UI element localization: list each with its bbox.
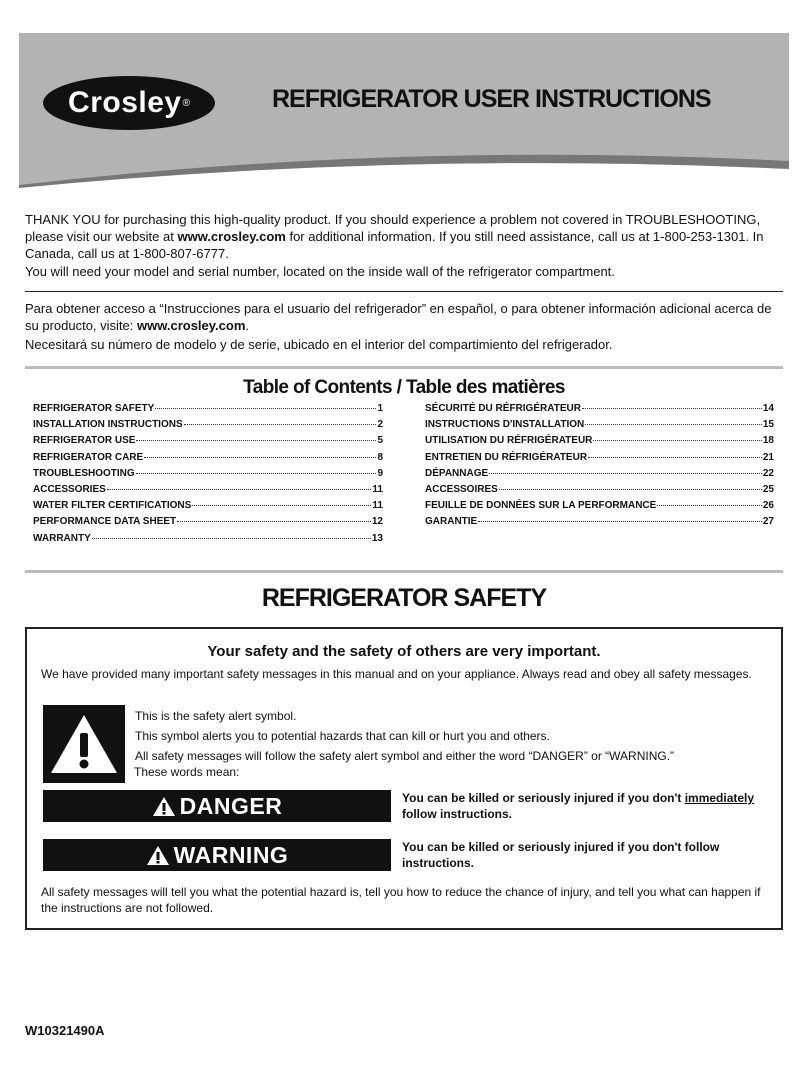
intro-text-a: THANK YOU for purchasing this high-quality product. If you should experience a problem not covered in TROUBLESHOOTING, please visit our website at <box>25 212 761 244</box>
safety-footer: All safety messages will tell you what the potential hazard is, tell you how to reduce the chance of injury, and tell you what can happen if the instructions are not followed. <box>41 885 761 915</box>
toc-entry-page: 22 <box>762 467 774 479</box>
toc-entry[interactable] <box>33 484 383 500</box>
toc-entry[interactable] <box>425 468 774 484</box>
toc-entry-label: ENTRETIEN DU RÉFRIGÉRATEUR <box>425 451 588 463</box>
toc-leader-dots <box>588 457 762 458</box>
toc-entry-page: 18 <box>762 435 774 447</box>
toc-leader-dots <box>144 457 376 458</box>
warning-alert-icon <box>146 845 170 866</box>
toc-leader-dots <box>155 408 376 409</box>
toc-entry[interactable] <box>425 500 774 516</box>
intro-paragraph <box>25 211 785 262</box>
toc-entry-page: 8 <box>377 451 383 463</box>
toc-entry-page: 26 <box>762 500 774 512</box>
gray-divider <box>25 366 783 369</box>
toc-entry-label: UTILISATION DU RÉFRIGÉRATEUR <box>425 435 593 447</box>
toc-leader-dots <box>177 521 371 522</box>
safety-box <box>25 627 783 930</box>
toc-entry-label: WATER FILTER CERTIFICATIONS <box>33 500 192 512</box>
toc-entry-label: DÉPANNAGE <box>425 467 489 479</box>
warning-signal-bar <box>43 839 391 871</box>
toc-entry-page: 13 <box>371 532 383 544</box>
toc-entry-page: 11 <box>372 500 383 512</box>
toc-entry-label: ACCESSORIES <box>33 483 106 495</box>
section-title: REFRIGERATOR SAFETY <box>261 584 547 612</box>
toc-leader-dots <box>136 440 376 441</box>
toc-leader-dots <box>585 424 762 425</box>
toc-entry[interactable] <box>33 516 383 532</box>
toc-entry-label: PERFORMANCE DATA SHEET <box>33 516 177 528</box>
toc-entry[interactable] <box>425 516 774 532</box>
toc-entry[interactable] <box>33 500 383 516</box>
toc-entry-page: 2 <box>377 419 383 431</box>
warning-label: WARNING <box>173 841 289 868</box>
toc-leader-dots <box>478 521 762 522</box>
toc-entry[interactable] <box>425 452 774 468</box>
gray-divider <box>25 570 783 573</box>
toc-entry[interactable] <box>425 403 774 419</box>
crosley-logo <box>43 76 215 130</box>
toc-leader-dots <box>582 408 762 409</box>
danger-msg-emphasis: immediately <box>684 791 755 805</box>
danger-signal-bar <box>43 790 391 822</box>
logo-text: Crosley <box>68 86 182 119</box>
toc-entry[interactable] <box>33 435 383 451</box>
document-number: W10321490A <box>25 1023 105 1038</box>
divider <box>25 291 783 292</box>
symbol-line-4: These words mean: <box>134 765 240 779</box>
spanish-text-b: . <box>245 318 249 333</box>
toc-right-column <box>425 403 774 533</box>
logo-registered-mark: ® <box>182 97 190 109</box>
toc-entry[interactable] <box>425 419 774 435</box>
toc-entry-page: 15 <box>762 419 774 431</box>
spanish-model-note: Necesitará su número de modelo y de serie, ubicado en el interior del compartimiento del refrigerador. <box>25 337 613 352</box>
toc-title: Table of Contents / Table des matières <box>243 377 565 398</box>
toc-leader-dots <box>192 505 371 506</box>
warning-message: You can be killed or seriously injured if you don't follow instructions. <box>402 840 720 870</box>
toc-entry-label: ACCESSOIRES <box>425 483 498 495</box>
toc-entry-label: SÉCURITÉ DU RÉFRIGÉRATEUR <box>425 403 581 414</box>
danger-label: DANGER <box>179 792 283 819</box>
danger-msg-b: follow instructions. <box>402 807 512 821</box>
toc-entry[interactable] <box>425 435 774 451</box>
toc-leader-dots <box>499 489 762 490</box>
toc-entry-label: REFRIGERATOR SAFETY <box>33 403 155 414</box>
toc-entry-label: INSTALLATION INSTRUCTIONS <box>33 419 183 431</box>
toc-entry-page: 21 <box>762 451 774 463</box>
toc-leader-dots <box>107 489 372 490</box>
toc-entry-page: 14 <box>762 403 774 414</box>
toc-entry-label: GARANTIE <box>425 516 478 528</box>
safety-intro: We have provided many important safety messages in this manual and on your appliance. Always read and obey all safety messages. <box>41 667 752 681</box>
toc-entry-label: FEUILLE DE DONNÉES SUR LA PERFORMANCE <box>425 500 657 512</box>
model-serial-note: You will need your model and serial number, located on the inside wall of the refrigerator compartment. <box>25 264 615 279</box>
toc-leader-dots <box>489 473 762 474</box>
toc-leader-dots <box>593 440 761 441</box>
symbol-line-3: All safety messages will follow the safety alert symbol and either the word “DANGER” or “WARNING.” <box>135 749 675 763</box>
toc-entry[interactable] <box>33 403 383 419</box>
toc-entry-page: 9 <box>377 467 383 479</box>
intro-text-b: for additional information. If you still need assistance, call us at 1-800-253-1301. In Canada, call us at 1-800-807-6777. <box>25 229 764 261</box>
toc-entry-page: 27 <box>762 516 774 528</box>
safety-heading: Your safety and the safety of others are very important. <box>207 643 601 660</box>
symbol-line-2: This symbol alerts you to potential hazards that can kill or hurt you and others. <box>135 729 550 743</box>
toc-entry-page: 11 <box>372 483 383 495</box>
toc-entry[interactable] <box>425 484 774 500</box>
toc-entry-label: INSTRUCTIONS D'INSTALLATION <box>425 419 585 431</box>
toc-leader-dots <box>184 424 377 425</box>
spanish-text-a: Para obtener acceso a “Instrucciones para el usuario del refrigerador” en español, o para obtener información adicional acerca de su producto, visite: <box>25 301 772 333</box>
toc-entry-label: REFRIGERATOR USE <box>33 435 136 447</box>
header-banner <box>19 33 789 190</box>
toc-entry[interactable] <box>33 533 383 549</box>
toc-entry-page: 25 <box>762 483 774 495</box>
toc-entry-page: 1 <box>377 403 383 414</box>
toc-leader-dots <box>92 538 371 539</box>
toc-leader-dots <box>657 505 762 506</box>
danger-msg-a: You can be killed or seriously injured if you don't <box>402 791 685 805</box>
toc-entry-label: TROUBLESHOOTING <box>33 467 135 479</box>
danger-alert-icon <box>152 796 176 817</box>
spanish-paragraph <box>25 300 785 334</box>
symbol-line-1: This is the safety alert symbol. <box>135 709 297 723</box>
toc-entry[interactable] <box>33 452 383 468</box>
spanish-website-link[interactable]: www.crosley.com <box>137 318 246 333</box>
toc-entry[interactable] <box>33 419 383 435</box>
safety-alert-triangle-icon <box>43 705 125 783</box>
toc-entry-label: WARRANTY <box>33 532 91 544</box>
toc-entry-page: 12 <box>371 516 383 528</box>
website-link[interactable]: www.crosley.com <box>177 229 286 244</box>
toc-entry-page: 5 <box>377 435 383 447</box>
danger-message <box>402 790 777 822</box>
toc-entry-label: REFRIGERATOR CARE <box>33 451 144 463</box>
toc-entry[interactable] <box>33 468 383 484</box>
toc-left-column <box>33 403 383 549</box>
toc-leader-dots <box>136 473 377 474</box>
document-title: REFRIGERATOR USER INSTRUCTIONS <box>272 85 711 113</box>
